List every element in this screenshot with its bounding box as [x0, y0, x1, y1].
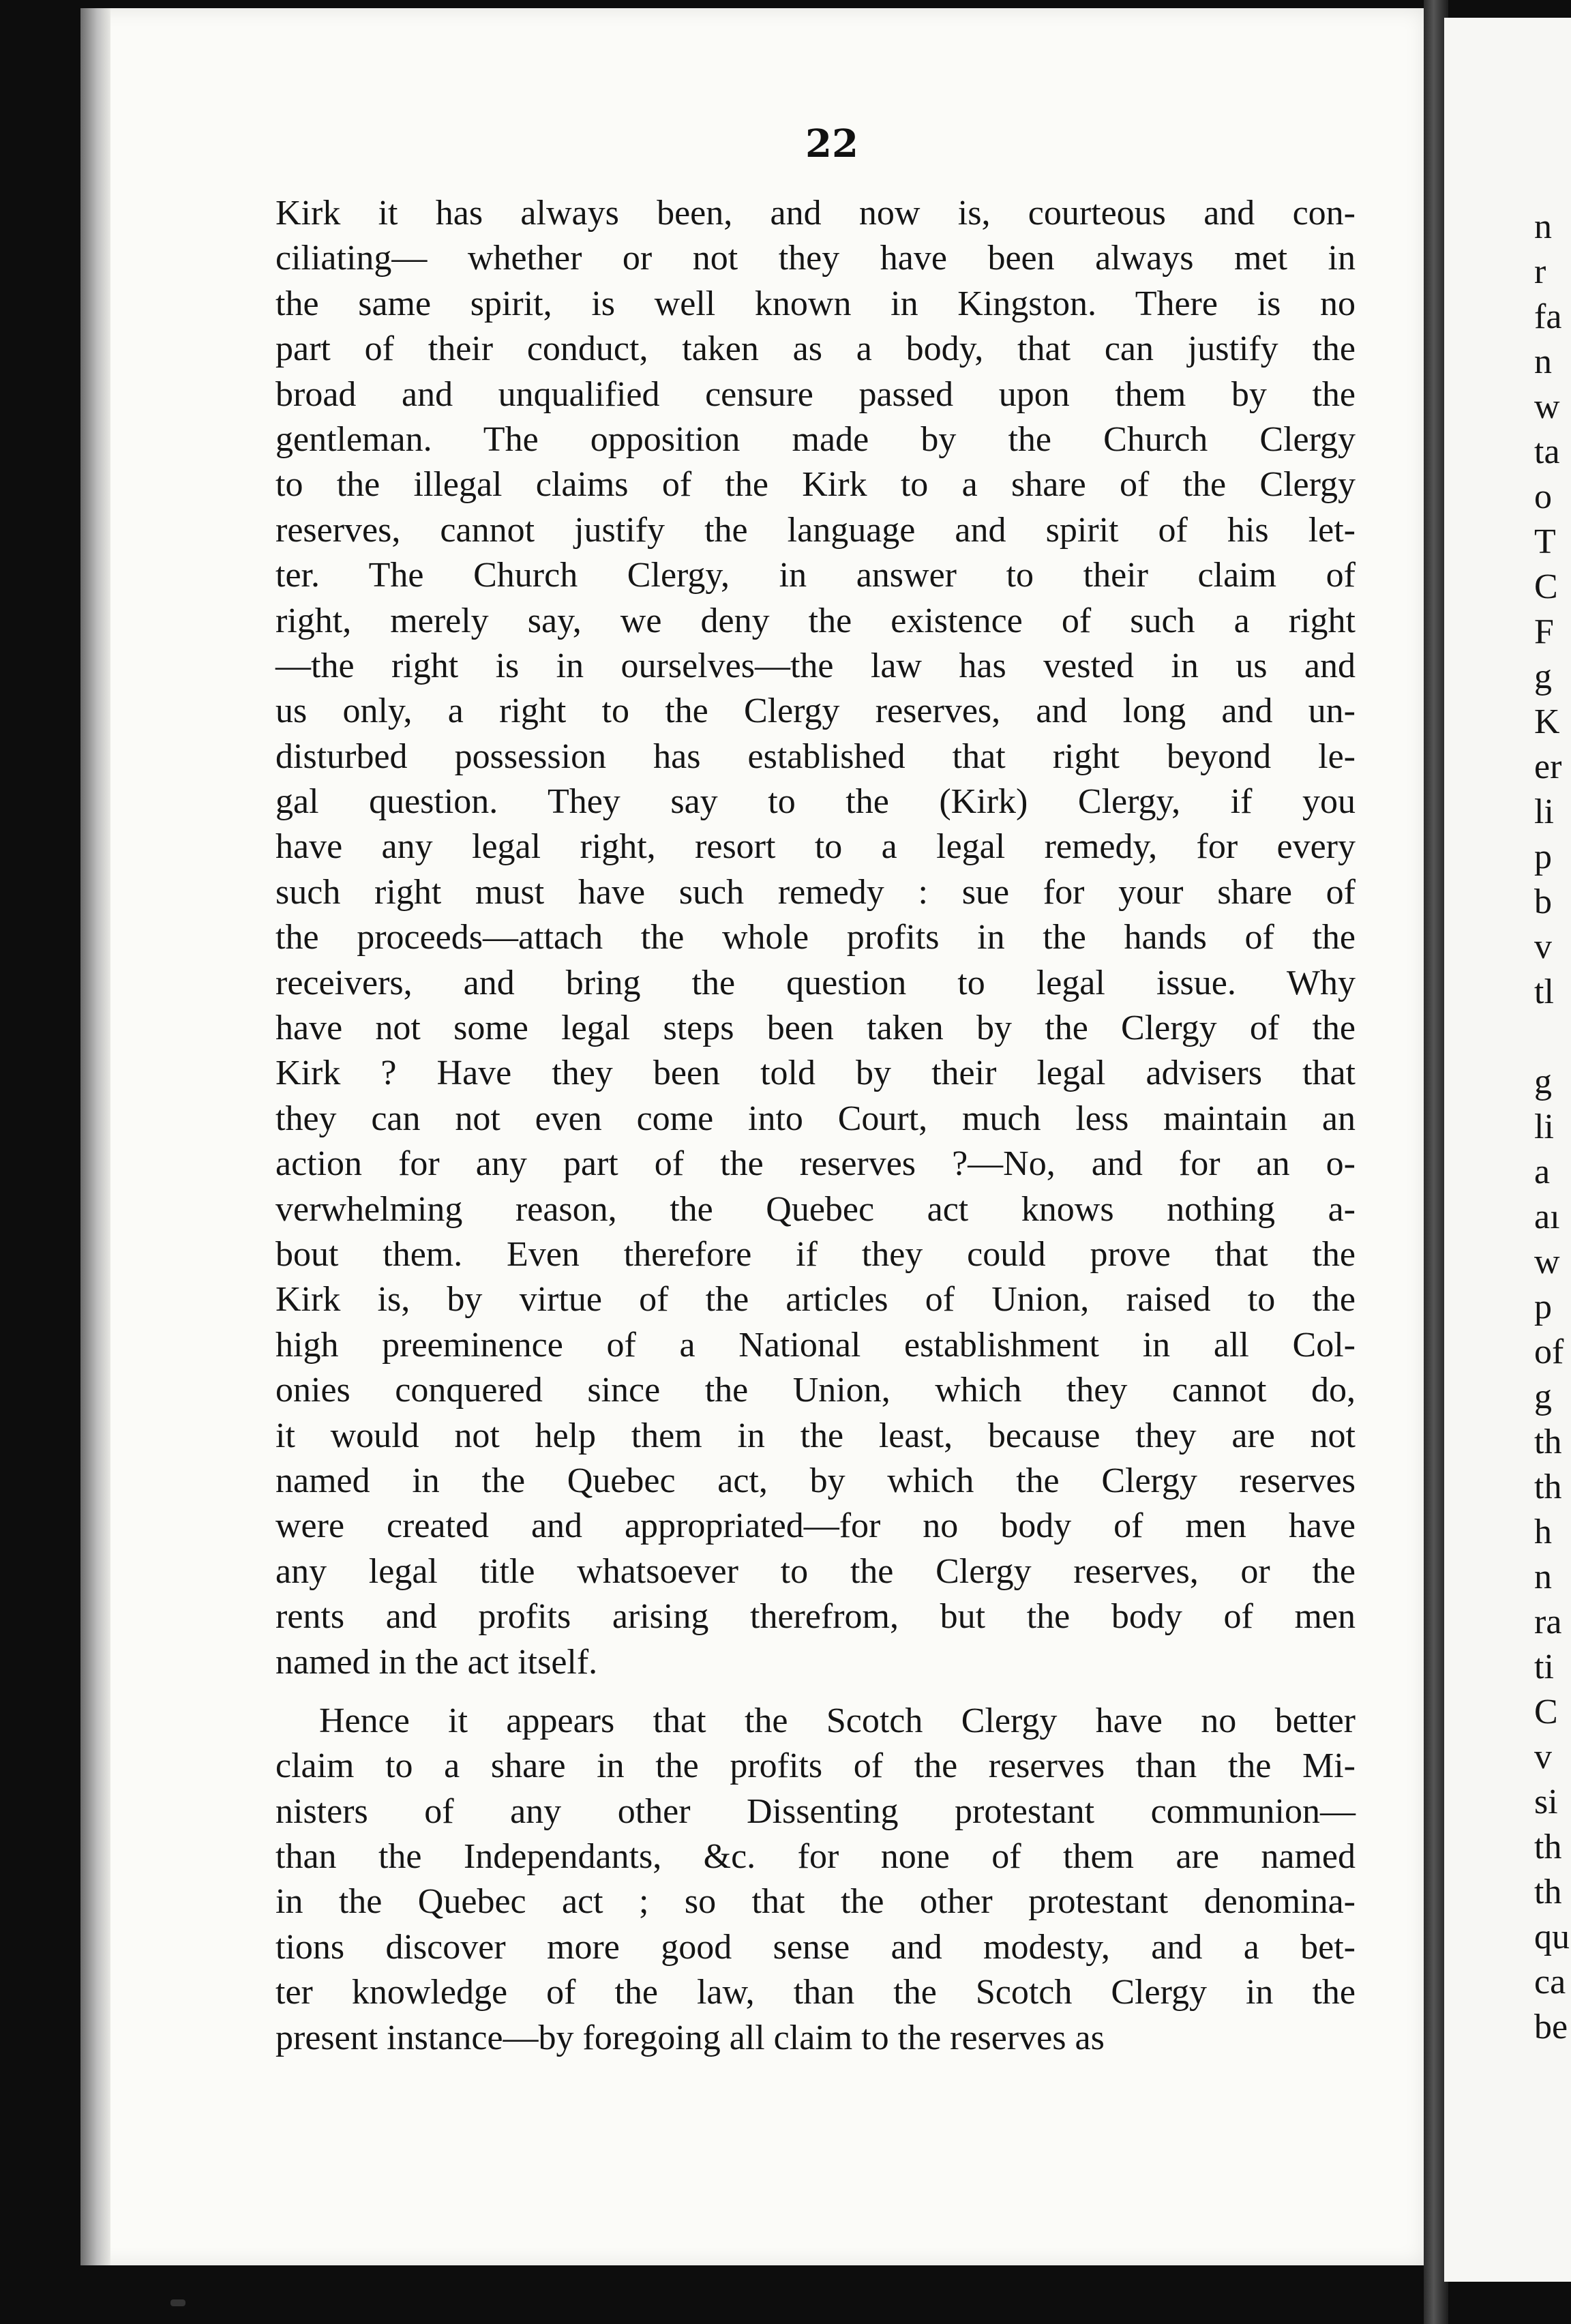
- text-line: than the Independants, &c. for none of them are named: [275, 1837, 1356, 1877]
- scan-artifact: [170, 2299, 185, 2306]
- facing-page-fragment: o: [1534, 477, 1552, 516]
- text-line: broad and unqualified censure passed upon them by the: [275, 374, 1356, 414]
- facing-page-fragment: ca: [1534, 1963, 1566, 2001]
- facing-page-fragment: b: [1534, 882, 1552, 921]
- facing-page-fragment: w: [1534, 1242, 1560, 1281]
- text-line: claim to a share in the profits of the reserves than the Mi-: [275, 1746, 1356, 1786]
- facing-page-fragment: p: [1534, 837, 1552, 876]
- facing-page-fragment: p: [1534, 1287, 1552, 1326]
- facing-page-fragment: C: [1534, 1693, 1558, 1731]
- facing-page-fragment: v: [1534, 927, 1552, 966]
- paragraph-1: [275, 191, 1356, 1685]
- facing-page-fragment: fa: [1534, 297, 1562, 336]
- facing-page-fragment: n: [1534, 1558, 1552, 1596]
- text-line: were created and appropriated—for no body of men have: [275, 1506, 1356, 1546]
- facing-page-fragment: v: [1534, 1738, 1552, 1776]
- text-line: to the illegal claims of the Kirk to a share of the Clergy: [275, 465, 1356, 505]
- facing-page-fragment: ra: [1534, 1603, 1562, 1641]
- facing-page-fragment: er: [1534, 747, 1562, 786]
- text-line: have any legal right, resort to a legal remedy, for every: [275, 827, 1356, 867]
- text-line: gentleman. The opposition made by the Church Clergy: [275, 419, 1356, 459]
- text-line: receivers, and bring the question to legal issue. Why: [275, 963, 1356, 1002]
- text-line: Kirk ? Have they been told by their legal advisers that: [275, 1054, 1356, 1093]
- facing-page-fragment: ti: [1534, 1648, 1554, 1686]
- facing-page-fragment: li: [1534, 792, 1554, 831]
- text-line: action for any part of the reserves ?—No, and for an o-: [275, 1144, 1356, 1184]
- facing-page-fragment: tl: [1534, 972, 1554, 1011]
- facing-page-fragment: T: [1534, 522, 1556, 561]
- text-line: the proceeds—attach the whole profits in the hands of the: [275, 918, 1356, 957]
- text-line: —the right is in ourselves—the law has vested in us and: [275, 646, 1356, 685]
- facing-page-fragment: be: [1534, 2008, 1568, 2046]
- text-line: any legal title whatsoever to the Clergy reserves, or the: [275, 1551, 1356, 1591]
- facing-page-fragment: qu: [1534, 1918, 1570, 1956]
- facing-page-fragment: w: [1534, 387, 1560, 426]
- text-line: Hence it appears that the Scotch Clergy have no better: [319, 1701, 1356, 1740]
- text-line: nisters of any other Dissenting protestant communion—: [275, 1791, 1356, 1831]
- text-line: in the Quebec act ; so that the other protestant denomina-: [275, 1882, 1356, 1922]
- text-line: verwhelming reason, the Quebec act knows nothing a-: [275, 1189, 1356, 1229]
- facing-page-fragment: th: [1534, 1828, 1562, 1866]
- facing-page-fragment: C: [1534, 567, 1558, 606]
- text-line: right, merely say, we deny the existence of such a right: [275, 601, 1356, 640]
- text-line: rents and profits arising therefrom, but the body of men: [275, 1597, 1356, 1637]
- text-line: onies conquered since the Union, which they cannot do,: [275, 1371, 1356, 1410]
- text-line: ter knowledge of the law, than the Scotch Clergy in the: [275, 1973, 1356, 2012]
- text-line: they can not even come into Court, much less maintain an: [275, 1099, 1356, 1138]
- text-line: ciliating— whether or not they have been always met in: [275, 239, 1356, 278]
- text-line: ter. The Church Clergy, in answer to their claim of: [275, 556, 1356, 595]
- facing-page-fragment: th: [1534, 1873, 1562, 1911]
- facing-page-fragment: th: [1534, 1468, 1562, 1506]
- facing-page-fragment: aı: [1534, 1197, 1560, 1236]
- text-line: Kirk it has always been, and now is, courteous and con-: [275, 194, 1356, 233]
- text-line: such right must have such remedy : sue for your share of: [275, 872, 1356, 912]
- text-line: named in the Quebec act, by which the Clergy reserves: [275, 1461, 1356, 1500]
- facing-page-fragment: h: [1534, 1513, 1552, 1551]
- text-line: part of their conduct, taken as a body, that can justify the: [275, 329, 1356, 369]
- text-line: have not some legal steps been taken by the Clergy of the: [275, 1009, 1356, 1048]
- facing-page-fragment: th: [1534, 1422, 1562, 1461]
- text-line: tions discover more good sense and modesty, and a bet-: [275, 1927, 1356, 1967]
- text-line: us only, a right to the Clergy reserves, and long and un-: [275, 691, 1356, 731]
- facing-page-fragment: g: [1534, 1062, 1552, 1101]
- text-line: Kirk is, by virtue of the articles of Union, raised to the: [275, 1280, 1356, 1320]
- text-line: disturbed possession has established that right beyond le-: [275, 736, 1356, 776]
- text-line: gal question. They say to the (Kirk) Clergy, if you: [275, 782, 1356, 822]
- facing-page-fragment: [1534, 1015, 1571, 1060]
- facing-page-fragment: ta: [1534, 432, 1560, 471]
- facing-page-fragment: g: [1534, 657, 1552, 696]
- text-line: bout them. Even therefore if they could prove that the: [275, 1234, 1356, 1274]
- facing-page-fragment: n: [1534, 207, 1552, 246]
- facing-page-fragment: F: [1534, 612, 1554, 651]
- facing-page-fragment: si: [1534, 1783, 1558, 1821]
- facing-page-fragment: a: [1534, 1152, 1551, 1191]
- facing-page-fragment: g: [1534, 1377, 1552, 1416]
- text-line: reserves, cannot justify the language and spirit of his let-: [275, 510, 1356, 550]
- facing-page-fragment: r: [1534, 252, 1546, 291]
- facing-page-fragment: n: [1534, 342, 1552, 381]
- text-line: present instance—by foregoing all claim to the reserves as: [275, 2018, 1105, 2057]
- text-line: the same spirit, is well known in Kingston. There is no: [275, 284, 1356, 323]
- paragraph-2: [275, 1699, 1356, 2061]
- facing-page-fragment: li: [1534, 1107, 1554, 1146]
- body-text: [275, 191, 1356, 2061]
- text-line: it would not help them in the least, because they are not: [275, 1416, 1356, 1455]
- facing-page-text-fragments: [1534, 205, 1571, 2050]
- page-binding-edge: [80, 8, 110, 2265]
- text-line: named in the act itself.: [275, 1642, 598, 1682]
- facing-page-fragment: of: [1534, 1332, 1564, 1371]
- text-line: high preeminence of a National establishment in all Col-: [275, 1325, 1356, 1365]
- facing-page-fragment: K: [1534, 702, 1560, 741]
- page-number: 22: [805, 121, 858, 166]
